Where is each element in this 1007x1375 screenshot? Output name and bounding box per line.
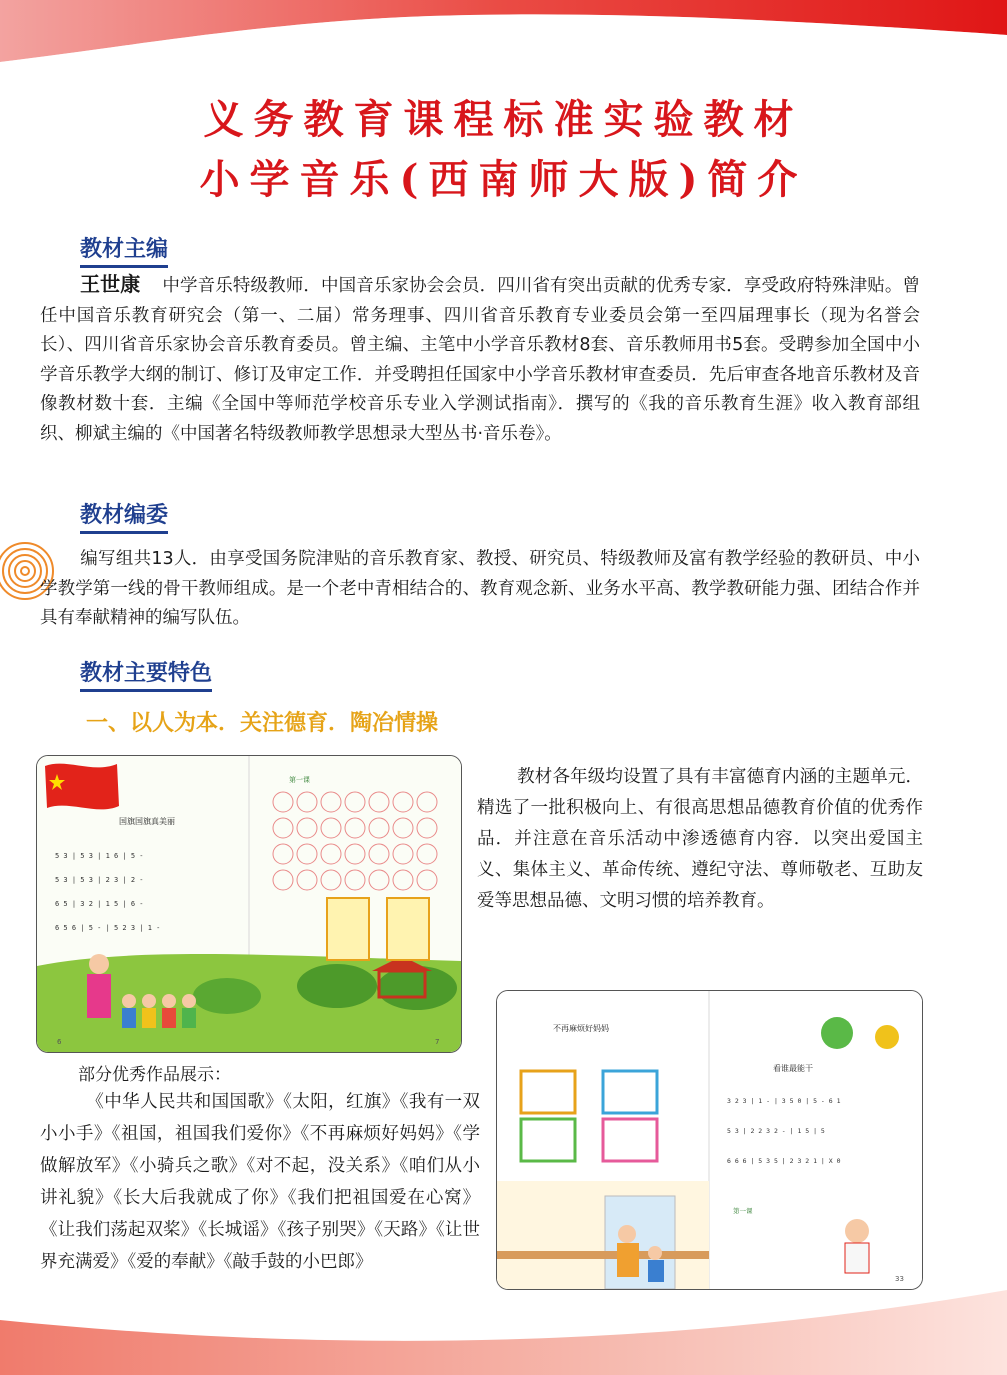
- editor-bio: 中学音乐特级教师．中国音乐家协会会员．四川省有突出贡献的优秀专家．享受政府特殊津贴。曾任中国音乐教育研究会（第一、二届）常务理事、四川省音乐教育专业委员会第一至四届理事长（现为名誉会长）、四川省音乐家协会音乐教育委员。曾主编、主笔中小学音乐教材8套、音乐教师用书5套。受聘参加全国中小学音乐教学大纲的制订、修订及审定工作．并受聘担任国家中小学音乐教材审查委员．先后审查各地音乐教材及音像教材数十套．主编《全国中等师范学校音乐专业入学测试指南》．撰写的《我的音乐教育生涯》收入教育部组织、柳斌主编的《中国著名特级教师教学思想录大型丛书·音乐卷》。: [40, 276, 921, 444]
- works-text: 《中华人民共和国国歌》《太阳，红旗》《我有一双小小手》《祖国，祖国我们爱你》《不再麻烦好妈妈》《学做解放军》《小骑兵之歌》《对不起，没关系》《咱们从小讲礼貌》《长大后我就成了你》《我们把祖国爱在心窝》《让我们荡起双桨》《长城谣》《孩子别哭》《天路》《让世界充满爱》《爱的奉献》《敲手鼓的小巴郎》: [40, 1092, 480, 1272]
- svg-text:5 3 | 5 3 | 1 6 | 5 -: 5 3 | 5 3 | 1 6 | 5 -: [55, 852, 144, 860]
- works-label: 部分优秀作品展示：: [78, 1065, 231, 1085]
- features-paragraph: [477, 762, 923, 917]
- page-title-line1: 义务教育课程标准实验教材: [203, 96, 804, 143]
- feature-subheading: 一、以人为本．关注德育．陶冶情操: [86, 711, 439, 736]
- editor-paragraph: [40, 270, 920, 449]
- textbook-illustration-2: [497, 991, 922, 1289]
- svg-text:5 3 | 2 2 3 2 - | 1 5 | 5: 5 3 | 2 2 3 2 - | 1 5 | 5: [727, 1127, 825, 1135]
- figure2-lesson-label: 第一课: [733, 1207, 753, 1215]
- editor-name: 王世康: [80, 272, 141, 296]
- svg-text:3 2 3 | 1 - | 3 5 0 | 5 - 6 1: 3 2 3 | 1 - | 3 5 0 | 5 - 6 1: [727, 1097, 841, 1105]
- textbook-spread-image-1: [36, 755, 462, 1053]
- figure1-page-left: 6: [57, 1038, 62, 1046]
- section-heading-committee: 教材编委: [80, 498, 168, 534]
- committee-paragraph: [40, 545, 920, 634]
- figure2-page-right: 33: [895, 1275, 904, 1283]
- textbook-illustration-1: [37, 756, 461, 1052]
- figure1-lesson-label: 第一课: [289, 776, 310, 784]
- figure1-song-title: 国旗国旗真美丽: [119, 817, 175, 826]
- features-text: 教材各年级均设置了具有丰富德育内涵的主题单元．精选了一批积极向上、有很高思想品德教育价值的优秀作品．并注意在音乐活动中渗透德育内容．以突出爱国主义、集体主义、革命传统、遵纪守法、尊师敬老、互助友爱等思想品德、文明习惯的培养教育。: [477, 767, 923, 911]
- figure2-song2-title: 看谁最能干: [773, 1064, 813, 1073]
- top-banner-decoration: [0, 0, 1007, 90]
- section-heading-editor: 教材主编: [80, 232, 168, 268]
- svg-text:6 5 | 3 2 | 1 5 | 6 -: 6 5 | 3 2 | 1 5 | 6 -: [55, 900, 144, 908]
- committee-text: 编写组共13人．由享受国务院津贴的音乐教育家、教授、研究员、特级教师及富有教学经验的教研员、中小学教学第一线的骨干教师组成。是一个老中青相结合的、教育观念新、业务水平高、教学教研能力强、团结合作并具有奉献精神的编写队伍。: [40, 549, 920, 628]
- page-title-line2: 小学音乐(西南师大版)简介: [199, 156, 808, 203]
- figure2-song-title: 不再麻烦好妈妈: [553, 1024, 609, 1033]
- bottom-banner-decoration: [0, 1290, 1007, 1375]
- figure1-page-right: 7: [435, 1038, 440, 1046]
- svg-text:6 6 6 | 5 3 5 | 2 3 2 1 | X 0: 6 6 6 | 5 3 5 | 2 3 2 1 | X 0: [727, 1157, 841, 1165]
- section-heading-features: 教材主要特色: [80, 656, 212, 692]
- svg-text:5 3 | 5 3 | 2 3 | 2 -: 5 3 | 5 3 | 2 3 | 2 -: [55, 876, 144, 884]
- works-list: [40, 1086, 480, 1278]
- svg-text:6 5 6 | 5 - | 5 2 3 | 1 -: 6 5 6 | 5 - | 5 2 3 | 1 -: [55, 924, 161, 932]
- textbook-spread-image-2: [496, 990, 923, 1290]
